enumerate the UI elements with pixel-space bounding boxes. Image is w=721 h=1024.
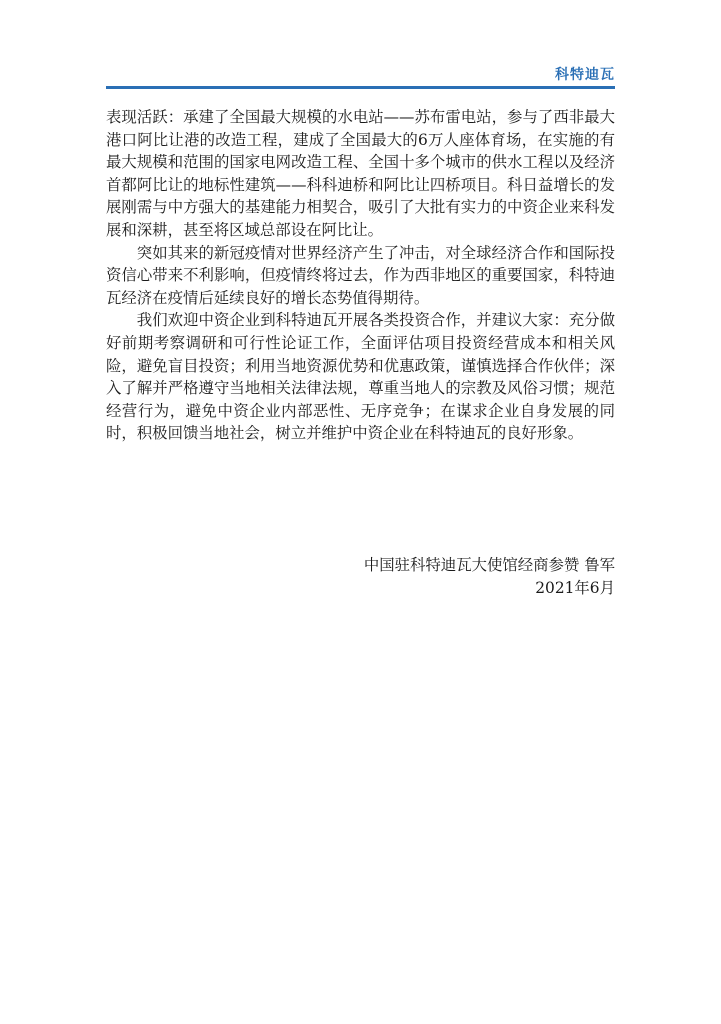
paragraph-continued: 表现活跃：承建了全国最大规模的水电站——苏布雷电站，参与了西非最大港口阿比让港的改造工程，建成了全国最大的6万人座体育场，在实施的有最大规模和范围的国家电网改造工程、全国十多个城市的供水工程以及经济首都阿比让的地标性建筑——科科迪桥和阿比让四桥项目。科日益增长的发展刚需与中方强大的基建能力相契合，吸引了大批有实力的中资企业来科发展和深耕，甚至将区域总部设在阿比让。 — [106, 108, 615, 239]
paragraph-recommendations: 我们欢迎中资企业到科特迪瓦开展各类投资合作，并建议大家：充分做好前期考察调研和可行性论证工作，全面评估项目投资经营成本和相关风险，避免盲目投资；利用当地资源优势和优惠政策，谨慎选择合作伙伴；深入了解并严格遵守当地相关法律法规，尊重当地人的宗教及风俗习惯；规范经营行为，避免中资企业内部恶性、无序竞争；在谋求企业自身发展的同时，积极回馈当地社会，树立并维护中资企业在科特迪瓦的良好形象。 — [106, 311, 615, 443]
signature-block — [364, 554, 615, 599]
signature-date: 2021年6月 — [535, 578, 615, 597]
signature-author: 中国驻科特迪瓦大使馆经商参赞 鲁军 — [363, 556, 615, 574]
body-text — [106, 106, 615, 445]
header-divider — [106, 86, 615, 89]
paragraph-pandemic: 突如其来的新冠疫情对世界经济产生了冲击，对全球经济合作和国际投资信心带来不利影响，但疫情终将过去，作为西非地区的重要国家，科特迪瓦经济在疫情后延续良好的增长态势值得期待。 — [106, 243, 615, 307]
running-header-title: 科特迪瓦 — [555, 67, 615, 83]
